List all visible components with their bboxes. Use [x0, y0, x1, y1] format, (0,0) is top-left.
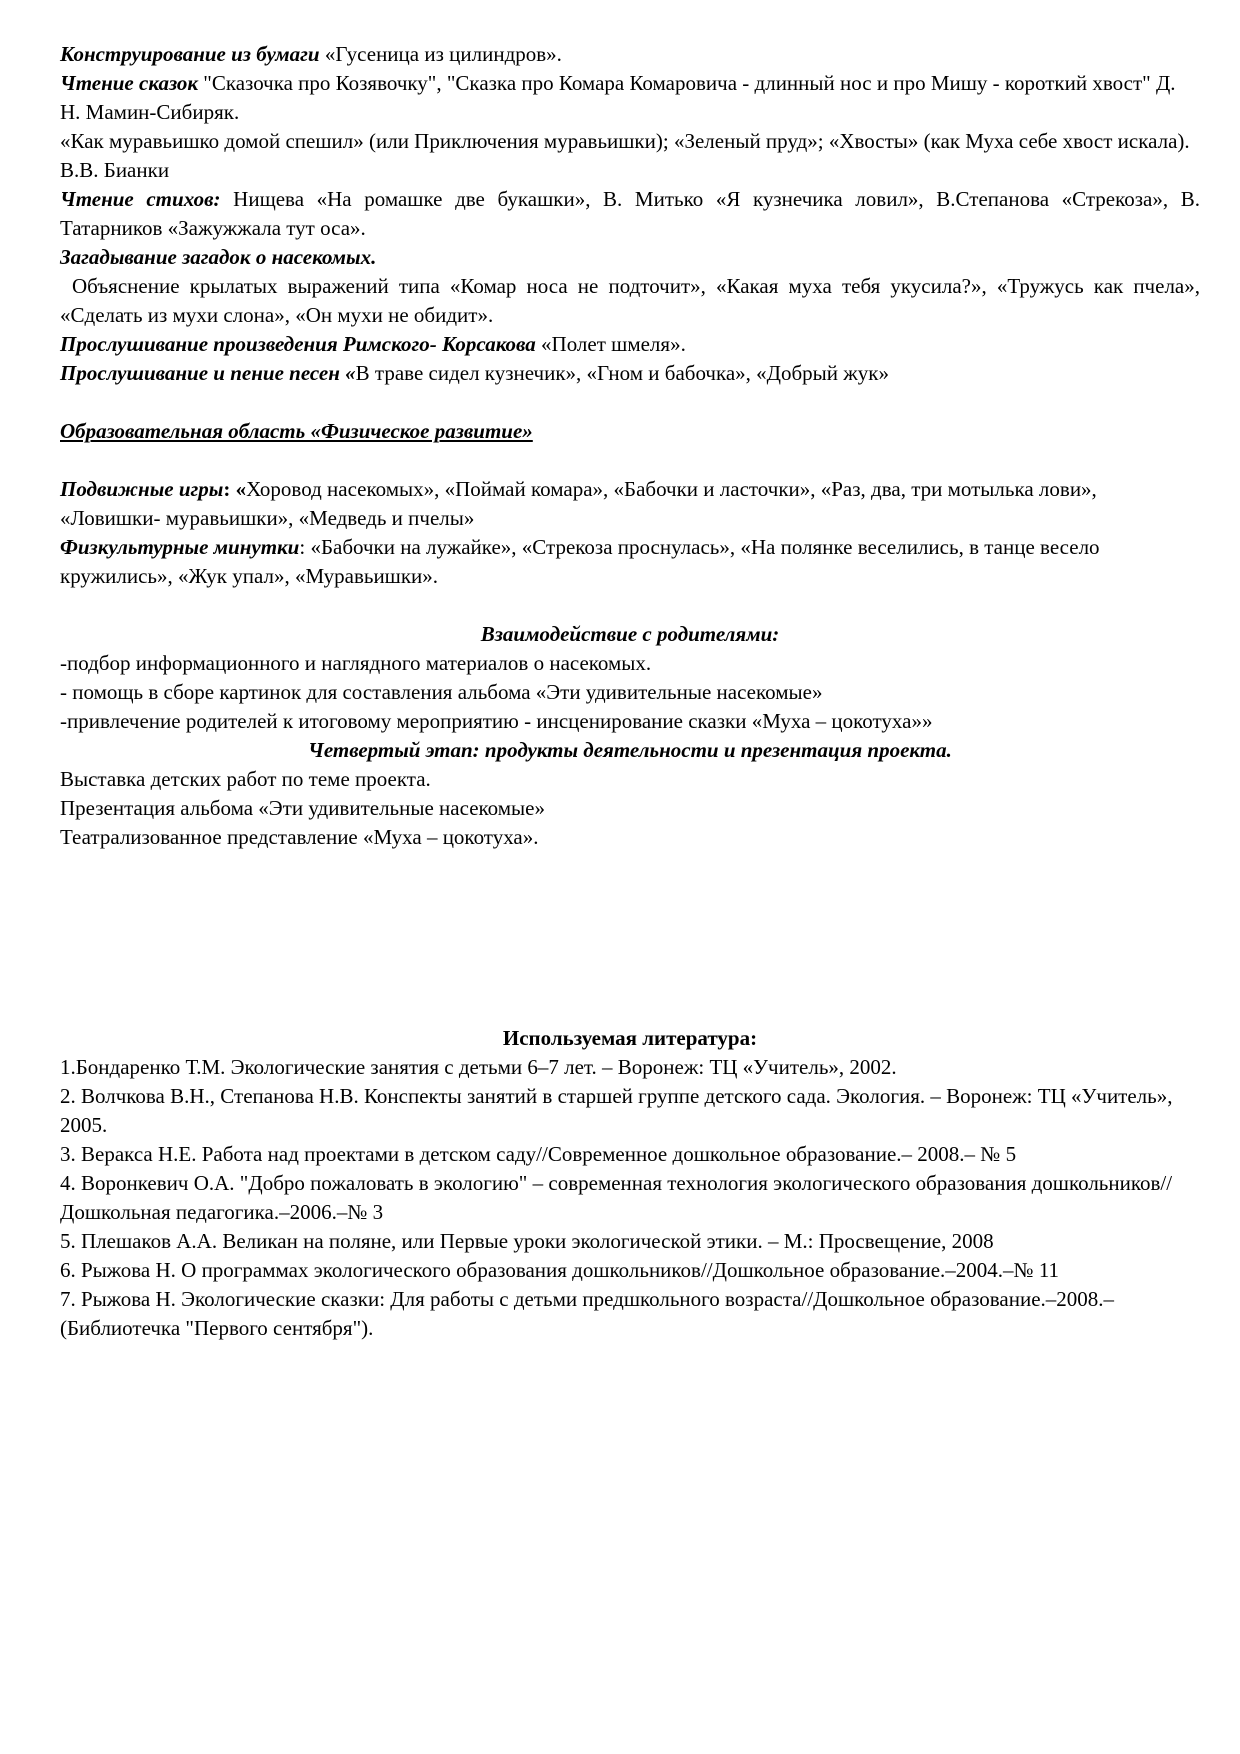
literature-heading: Используемая литература:	[502, 1026, 758, 1050]
songs-paragraph	[60, 359, 1200, 388]
tales-label: Чтение сказок	[60, 71, 198, 95]
physical-heading: Образовательная область «Физическое развитие»	[60, 419, 533, 443]
literature-item: 1.Бондаренко Т.М. Экологические занятия с детьми 6–7 лет. – Воронеж: ТЦ «Учитель», 2002.	[60, 1055, 897, 1079]
minutes-text: : «Бабочки на лужайке», «Стрекоза проснулась», «На полянке веселились, в танце весело кружились», «Жук упал», «Муравьишки».	[60, 535, 1100, 588]
parents-item: - помощь в сборе картинок для составления альбома «Эти удивительные насекомые»	[60, 680, 823, 704]
listening-paragraph	[60, 330, 1200, 359]
literature-item: 3. Веракса Н.Е. Работа над проектами в детском саду//Современное дошкольное образование.– 2008.– № 5	[60, 1142, 1017, 1166]
literature-item: 2. Волчкова В.Н., Степанова Н.В. Конспекты занятий в старшей группе детского сада. Экология. – Воронеж: ТЦ «Учитель», 2005.	[60, 1084, 1173, 1137]
listening-label: Прослушивание произведения Римского- Корсакова	[60, 332, 536, 356]
minutes-paragraph	[60, 533, 1200, 591]
riddles-heading: Загадывание загадок о насекомых.	[60, 245, 377, 269]
literature-item: 5. Плешаков А.А. Великан на поляне, или Первые уроки экологической этики. – М.: Просвещение, 2008	[60, 1229, 994, 1253]
paper-construction-label: Конструирование из бумаги	[60, 42, 320, 66]
parents-item: -привлечение родителей к итоговому мероприятию - инсценирование сказки «Муха – цокотуха»»	[60, 709, 933, 733]
tales-paragraph	[60, 69, 1200, 127]
spacer	[60, 591, 1200, 620]
tales-text: "Сказочка про Козявочку", "Сказка про Комара Комаровича - длинный нос и про Мишу - короткий хвост" Д. Н. Мамин-Сибиряк.	[60, 71, 1176, 124]
literature-item: 6. Рыжова Н. О программах экологического образования дошкольников//Дошкольное образование.–2004.–№ 11	[60, 1258, 1060, 1282]
tales-paragraph-2: «Как муравьишко домой спешил» (или Приключения муравьишки); «Зеленый пруд»; «Хвосты» (как Муха себе хвост искала). В.В. Бианки	[60, 129, 1190, 182]
literature-item: 4. Воронкевич О.А. "Добро пожаловать в экологию" – современная технология экологического образования дошкольников//Дошкольная педагогика.–2006.–№ 3	[60, 1171, 1173, 1224]
games-label: Подвижные игры	[60, 477, 224, 501]
stage4-item: Презентация альбома «Эти удивительные насекомые»	[60, 796, 545, 820]
games-colon: : «	[223, 477, 247, 501]
stage4-heading: Четвертый этап: продукты деятельности и презентация проекта.	[308, 738, 952, 762]
document-page	[60, 40, 1200, 1343]
minutes-label: Физкультурные минутки	[60, 535, 300, 559]
literature-item: 7. Рыжова Н. Экологические сказки: Для работы с детьми предшкольного возраста//Дошкольное образование.–2008.– (Библиотечка "Первого сентября").	[60, 1287, 1115, 1340]
listening-text: «Полет шмеля».	[535, 332, 686, 356]
paper-construction-text: «Гусеница из цилиндров».	[319, 42, 562, 66]
stage4-item: Выставка детских работ по теме проекта.	[60, 767, 431, 791]
games-paragraph	[60, 475, 1200, 533]
paper-construction-paragraph	[60, 40, 1200, 69]
poems-text: Нищева «На ромашке две букашки», В. Митько «Я кузнечика ловил», В.Степанова «Стрекоза», В. Татарников «Зажужжала тут оса».	[60, 187, 1200, 240]
songs-label: Прослушивание и пение песен «	[60, 361, 356, 385]
poems-paragraph	[60, 185, 1200, 243]
idioms-paragraph: Объяснение крылатых выражений типа «Комар носа не подточит», «Какая муха тебя укусила?», «Тружусь как пчела», «Сделать из мухи слона», «Он мухи не обидит».	[60, 274, 1200, 327]
songs-text: В траве сидел кузнечик», «Гном и бабочка», «Добрый жук»	[355, 361, 889, 385]
parents-item: -подбор информационного и наглядного материалов о насекомых.	[60, 651, 652, 675]
poems-label: Чтение стихов:	[60, 187, 221, 211]
spacer	[60, 388, 1200, 417]
spacer	[60, 446, 1200, 475]
parents-heading: Взаимодействие с родителями:	[480, 622, 780, 646]
stage4-item: Театрализованное представление «Муха – цокотуха».	[60, 825, 539, 849]
games-text: Хоровод насекомых», «Поймай комара», «Бабочки и ласточки», «Раз, два, три мотылька лови», «Ловишки- муравьишки», «Медведь и пчелы»	[60, 477, 1097, 530]
spacer	[60, 852, 1200, 1024]
